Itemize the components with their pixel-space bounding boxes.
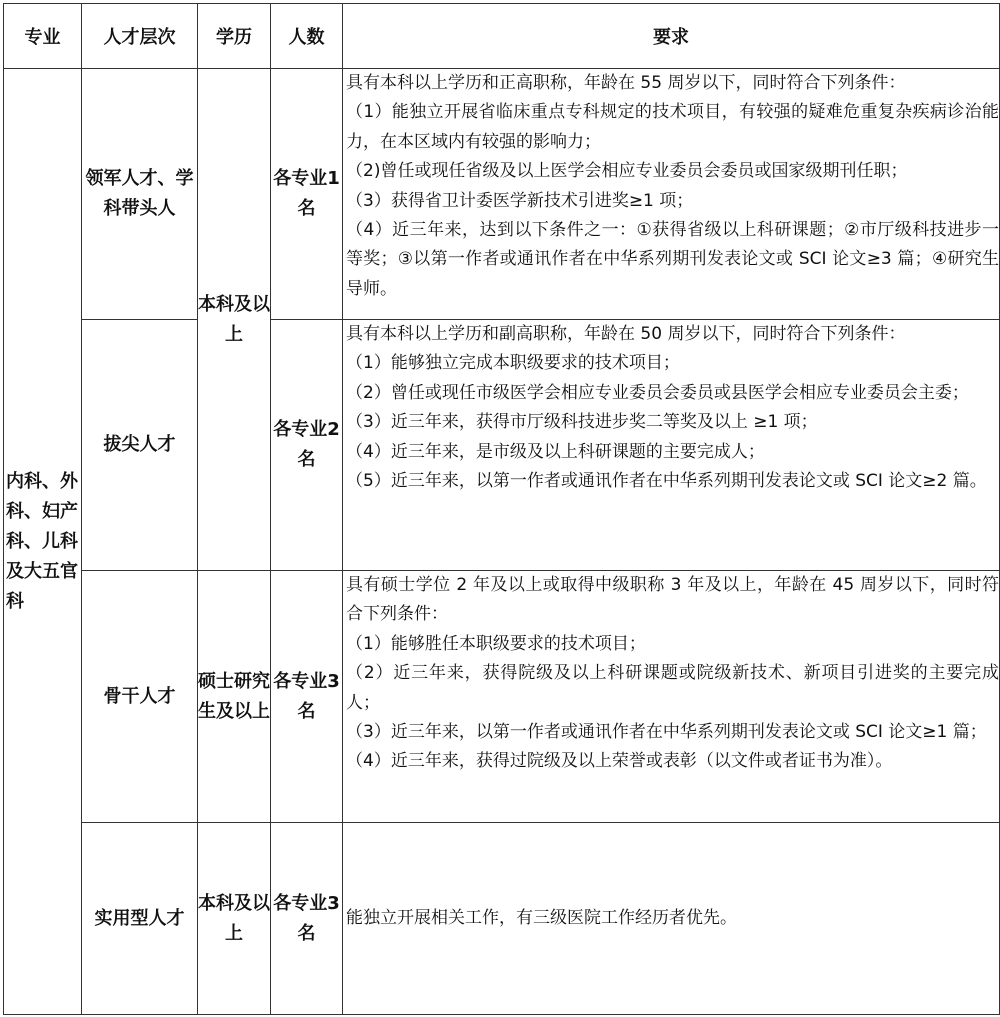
count-cell: 各专业1名 [271, 69, 343, 320]
requirement-line: （1）能独立开展省临床重点专科规定的技术项目，有较强的疑难危重复杂疾病诊治能力，在本区域内有较强的影响力； [346, 102, 999, 152]
education-cell: 本科及以上 [198, 69, 271, 571]
requirement-line: （1）能够独立完成本职级要求的技术项目； [346, 353, 680, 374]
requirement-line: （1）能够胜任本职级要求的技术项目； [346, 633, 646, 654]
requirements-cell [343, 823, 1000, 1015]
requirement-line: 具有本科以上学历和正高职称，年龄在 55 周岁以下，同时符合下列条件： [346, 73, 906, 93]
requirement-line: （3）近三年来，获得市厅级科技进步奖二等奖及以上 ≥1 项； [346, 412, 818, 433]
requirements-cell [343, 571, 1000, 823]
education-cell: 硕士研究生及以上 [198, 571, 271, 823]
header-major: 专业 [4, 4, 82, 69]
requirements-cell [343, 320, 1000, 571]
table-row [4, 823, 1000, 1015]
level-cell: 拔尖人才 [82, 320, 198, 571]
count-cell: 各专业2名 [271, 320, 343, 571]
table-row [4, 571, 1000, 823]
education-cell: 本科及以上 [198, 823, 271, 1015]
count-cell: 各专业3名 [271, 571, 343, 823]
requirement-line: （3）获得省卫计委医学新技术引进奖≥1 项； [346, 190, 694, 211]
level-cell: 骨干人才 [82, 571, 198, 823]
requirement-line: （4）近三年来，达到以下条件之一：①获得省级以上科研课题；②市厅级科技进步一等奖；③以第一作者或通讯作者在中华系列期刊发表论文或 SCI 论文≥3 篇；④研究生导师。 [346, 220, 999, 299]
header-requirements: 要求 [343, 4, 1000, 69]
count-cell: 各专业3名 [271, 823, 343, 1015]
talent-requirements-table [3, 3, 1000, 1015]
requirement-line: （5）近三年来，以第一作者或通讯作者在中华系列期刊发表论文或 SCI 论文≥2 篇。 [346, 471, 987, 492]
requirement-line: 能独立开展相关工作，有三级医院工作经历者优先。 [346, 907, 737, 928]
header-count: 人数 [271, 4, 343, 69]
requirement-line: （4）近三年来，获得过院级及以上荣誉或表彰（以文件或者证书为准）。 [346, 751, 893, 772]
requirements-cell [343, 69, 1000, 320]
header-level: 人才层次 [82, 4, 198, 69]
requirement-line: （4）近三年来，是市级及以上科研课题的主要完成人； [346, 441, 765, 462]
table-row [4, 69, 1000, 320]
requirement-line: （2）曾任或现任市级医学会相应专业委员会委员或县医学会相应专业委员会主委； [346, 382, 969, 403]
header-education: 学历 [198, 4, 271, 69]
requirement-line: 具有硕士学位 2 年及以上或取得中级职称 3 年及以上，年龄在 45 周岁以下，同时符合下列条件： [346, 575, 999, 625]
major-cell: 内科、外科、妇产科、儿科及大五官科 [4, 69, 82, 1015]
requirement-line: 具有本科以上学历和副高职称，年龄在 50 周岁以下，同时符合下列条件： [346, 324, 906, 344]
requirement-line: （3）近三年来，以第一作者或通讯作者在中华系列期刊发表论文或 SCI 论文≥1 篇； [346, 722, 987, 743]
header-row [4, 4, 1000, 69]
table-row [4, 320, 1000, 571]
level-cell: 领军人才、学科带头人 [82, 69, 198, 320]
requirement-line: （2)曾任或现任省级及以上医学会相应专业委员会委员或国家级期刊任职； [346, 161, 908, 182]
level-cell: 实用型人才 [82, 823, 198, 1015]
requirement-line: （2）近三年来，获得院级及以上科研课题或院级新技术、新项目引进奖的主要完成人； [346, 663, 999, 713]
